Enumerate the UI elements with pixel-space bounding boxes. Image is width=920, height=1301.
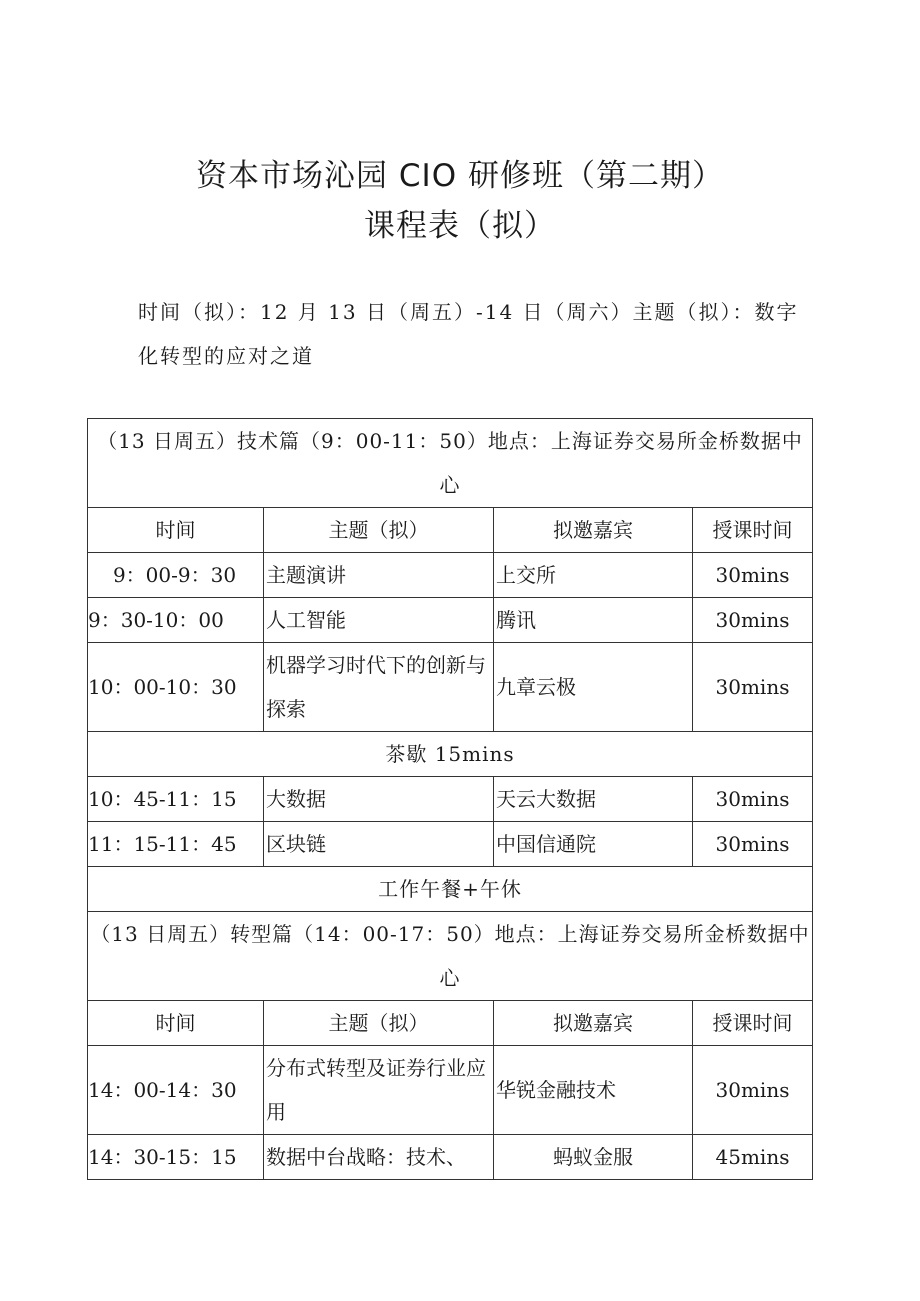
- column-header-topic: 主题（拟）: [264, 508, 494, 553]
- row-time: 10：00-10：30: [88, 643, 264, 732]
- session1-header-row: [88, 419, 813, 508]
- row-guest: 上交所: [494, 553, 693, 598]
- row-duration: 30mins: [693, 1046, 813, 1135]
- row-guest: 九章云极: [494, 643, 693, 732]
- column-header-time: 时间: [88, 1001, 264, 1046]
- table-row: [88, 553, 813, 598]
- row-time: 11：15-11：45: [88, 822, 264, 867]
- row-duration: 45mins: [693, 1135, 813, 1180]
- row-topic: 机器学习时代下的创新与探索: [264, 643, 494, 732]
- session1-column-headers: [88, 508, 813, 553]
- session1-header: （13 日周五）技术篇（9：00-11：50）地点：上海证券交易所金桥数据中心: [88, 419, 813, 508]
- row-duration: 30mins: [693, 643, 813, 732]
- table-row: [88, 777, 813, 822]
- column-header-guest: 拟邀嘉宾: [494, 508, 693, 553]
- tea-break: 茶歇 15mins: [88, 732, 813, 777]
- column-header-guest: 拟邀嘉宾: [494, 1001, 693, 1046]
- row-duration: 30mins: [693, 822, 813, 867]
- intro-paragraph: 时间（拟）：12 月 13 日（周五）-14 日（周六）主题（拟）：数字化转型的应对之道: [138, 300, 799, 368]
- column-header-duration: 授课时间: [693, 1001, 813, 1046]
- table-row: [88, 643, 813, 732]
- table-row: [88, 822, 813, 867]
- row-guest: 华锐金融技术: [494, 1046, 693, 1135]
- row-time: 14：30-15：15: [88, 1135, 264, 1180]
- table-row: [88, 1135, 813, 1180]
- row-duration: 30mins: [693, 598, 813, 643]
- row-time: 9：00-9：30: [88, 553, 264, 598]
- row-duration: 30mins: [693, 777, 813, 822]
- table-row: [88, 1046, 813, 1135]
- row-guest: 腾讯: [494, 598, 693, 643]
- lunch-break: 工作午餐+午休: [88, 867, 813, 912]
- column-header-topic: 主题（拟）: [264, 1001, 494, 1046]
- row-time: 10：45-11：15: [88, 777, 264, 822]
- row-topic: 人工智能: [264, 598, 494, 643]
- row-topic: 数据中台战略：技术、: [264, 1135, 494, 1180]
- session2-header-row: [88, 912, 813, 1001]
- row-guest: 蚂蚁金服: [494, 1135, 693, 1180]
- break-row: [88, 732, 813, 777]
- row-topic: 大数据: [264, 777, 494, 822]
- row-time: 9：30-10：00: [88, 598, 264, 643]
- document-subtitle: 课程表（拟）: [364, 208, 556, 244]
- schedule-table: [87, 418, 813, 1180]
- row-time: 14：00-14：30: [88, 1046, 264, 1135]
- document-title: 资本市场沁园 CIO 研修班（第二期）: [196, 158, 724, 194]
- row-topic: 区块链: [264, 822, 494, 867]
- row-topic: 主题演讲: [264, 553, 494, 598]
- lunch-row: [88, 867, 813, 912]
- row-guest: 中国信通院: [494, 822, 693, 867]
- session2-column-headers: [88, 1001, 813, 1046]
- row-guest: 天云大数据: [494, 777, 693, 822]
- session2-header: （13 日周五）转型篇（14：00-17：50）地点：上海证券交易所金桥数据中心: [88, 912, 813, 1001]
- row-topic: 分布式转型及证券行业应用: [264, 1046, 494, 1135]
- table-row: [88, 598, 813, 643]
- column-header-duration: 授课时间: [693, 508, 813, 553]
- column-header-time: 时间: [88, 508, 264, 553]
- row-duration: 30mins: [693, 553, 813, 598]
